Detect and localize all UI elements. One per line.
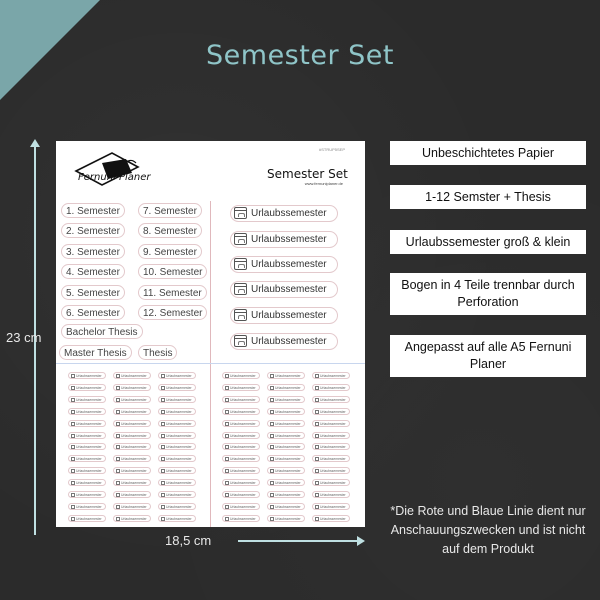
sticker-sheet [56, 141, 365, 527]
semester-sticker: 6. Semester [61, 305, 125, 320]
vacation-sticker-small: Urlaubssemester [312, 467, 350, 474]
feature-box: Angepasst auf alle A5 Fernuni Planer [390, 335, 586, 377]
vacation-sticker-small: Urlaubssemester [113, 443, 151, 450]
vacation-sticker-small: Urlaubssemester [113, 467, 151, 474]
vacation-sticker-small: Urlaubssemester [113, 372, 151, 379]
vacation-sticker-small: Urlaubssemester [222, 408, 260, 415]
feature-box: 1-12 Semster + Thesis [390, 185, 586, 209]
sheet-code: #STRUP5SEP [318, 147, 345, 152]
semester-sticker: 2. Semester [61, 223, 125, 238]
thesis-sticker: Bachelor Thesis [61, 324, 143, 339]
vacation-sticker-small: Urlaubssemester [113, 420, 151, 427]
width-label: 18,5 cm [165, 533, 212, 548]
semester-sticker: 4. Semester [61, 264, 125, 279]
vacation-sticker-small: Urlaubssemester [222, 396, 260, 403]
vacation-sticker-small: Urlaubssemester [68, 420, 106, 427]
semester-sticker: 9. Semester [138, 244, 202, 259]
feature-box: Bogen in 4 Teile trennbar durch Perforation [390, 273, 586, 315]
vacation-sticker-small: Urlaubssemester [68, 432, 106, 439]
vacation-sticker-small: Urlaubssemester [113, 396, 151, 403]
semester-sticker: 5. Semester [61, 285, 125, 300]
vacation-sticker-small: Urlaubssemester [222, 467, 260, 474]
vacation-sticker-large: Urlaubssemester [230, 281, 338, 298]
vacation-sticker-large: Urlaubssemester [230, 333, 338, 350]
vacation-sticker-small: Urlaubssemester [222, 420, 260, 427]
vacation-sticker-small: Urlaubssemester [158, 420, 196, 427]
calendar-icon [234, 335, 247, 347]
calendar-icon [234, 258, 247, 270]
semester-sticker: 7. Semester [138, 203, 202, 218]
vacation-sticker-small: Urlaubssemester [113, 503, 151, 510]
vacation-sticker-small: Urlaubssemester [68, 455, 106, 462]
feature-box: Urlaubssemester groß & klein [390, 230, 586, 254]
vacation-sticker-small: Urlaubssemester [158, 396, 196, 403]
vacation-sticker-small: Urlaubssemester [158, 467, 196, 474]
vacation-sticker-small: Urlaubssemester [312, 443, 350, 450]
disclaimer-note: *Die Rote und Blaue Linie dient nur Anschauungszwecken und ist nicht auf dem Produkt [390, 504, 586, 556]
vacation-sticker-small: Urlaubssemester [312, 420, 350, 427]
vacation-sticker-small: Urlaubssemester [267, 491, 305, 498]
vacation-sticker-small: Urlaubssemester [158, 491, 196, 498]
vacation-sticker-small: Urlaubssemester [222, 503, 260, 510]
vacation-sticker-small: Urlaubssemester [68, 479, 106, 486]
vacation-sticker-small: Urlaubssemester [158, 384, 196, 391]
vacation-sticker-small: Urlaubssemester [113, 384, 151, 391]
thesis-sticker: Thesis [138, 345, 177, 360]
vacation-sticker-small: Urlaubssemester [222, 515, 260, 522]
vacation-sticker-small: Urlaubssemester [158, 479, 196, 486]
calendar-icon [234, 207, 247, 219]
semester-sticker: 12. Semester [138, 305, 207, 320]
vacation-sticker-small: Urlaubssemester [312, 491, 350, 498]
vacation-sticker-small: Urlaubssemester [113, 408, 151, 415]
vacation-sticker-small: Urlaubssemester [68, 515, 106, 522]
vacation-sticker-small: Urlaubssemester [312, 396, 350, 403]
semester-sticker: 1. Semester [61, 203, 125, 218]
vacation-sticker-small: Urlaubssemester [312, 384, 350, 391]
vacation-sticker-small: Urlaubssemester [222, 479, 260, 486]
vacation-sticker-small: Urlaubssemester [113, 515, 151, 522]
vacation-sticker-small: Urlaubssemester [267, 408, 305, 415]
vacation-sticker-small: Urlaubssemester [222, 372, 260, 379]
vacation-sticker-small: Urlaubssemester [312, 455, 350, 462]
vacation-sticker-small: Urlaubssemester [312, 515, 350, 522]
calendar-icon [234, 233, 247, 245]
vacation-sticker-small: Urlaubssemester [158, 372, 196, 379]
vacation-sticker-small: Urlaubssemester [267, 467, 305, 474]
perforation-line-horizontal [56, 363, 365, 364]
vacation-sticker-small: Urlaubssemester [158, 408, 196, 415]
calendar-icon [234, 309, 247, 321]
vacation-sticker-small: Urlaubssemester [222, 443, 260, 450]
vacation-sticker-small: Urlaubssemester [312, 432, 350, 439]
vacation-sticker-small: Urlaubssemester [267, 455, 305, 462]
semester-sticker: 8. Semester [138, 223, 202, 238]
vacation-sticker-small: Urlaubssemester [222, 455, 260, 462]
vacation-sticker-small: Urlaubssemester [267, 432, 305, 439]
height-label: 23 cm [6, 330, 42, 345]
vacation-sticker-small: Urlaubssemester [113, 432, 151, 439]
thesis-sticker: Master Thesis [59, 345, 132, 360]
vacation-sticker-small: Urlaubssemester [267, 479, 305, 486]
vacation-sticker-small: Urlaubssemester [68, 503, 106, 510]
vacation-sticker-small: Urlaubssemester [267, 503, 305, 510]
vacation-sticker-small: Urlaubssemester [158, 432, 196, 439]
calendar-icon [234, 283, 247, 295]
vacation-sticker-small: Urlaubssemester [267, 515, 305, 522]
vacation-sticker-small: Urlaubssemester [68, 408, 106, 415]
vacation-sticker-small: Urlaubssemester [312, 372, 350, 379]
feature-box: Unbeschichtetes Papier [390, 141, 586, 165]
semester-sticker: 3. Semester [61, 244, 125, 259]
vacation-sticker-small: Urlaubssemester [267, 443, 305, 450]
vacation-sticker-small: Urlaubssemester [158, 503, 196, 510]
logo-text: Fernuni Planer [78, 172, 151, 183]
vacation-sticker-small: Urlaubssemester [158, 515, 196, 522]
vacation-sticker-small: Urlaubssemester [312, 408, 350, 415]
vacation-sticker-small: Urlaubssemester [222, 491, 260, 498]
vacation-sticker-small: Urlaubssemester [222, 432, 260, 439]
vacation-sticker-small: Urlaubssemester [222, 384, 260, 391]
vacation-sticker-small: Urlaubssemester [68, 396, 106, 403]
perforation-line-vertical [210, 201, 211, 527]
vacation-sticker-large: Urlaubssemester [230, 205, 338, 222]
vacation-sticker-small: Urlaubssemester [267, 372, 305, 379]
vacation-sticker-small: Urlaubssemester [158, 443, 196, 450]
semester-sticker: 11. Semester [138, 285, 207, 300]
vacation-sticker-small: Urlaubssemester [267, 384, 305, 391]
page-title: Semester Set [206, 40, 394, 71]
vacation-sticker-small: Urlaubssemester [68, 491, 106, 498]
vacation-sticker-small: Urlaubssemester [267, 420, 305, 427]
semester-sticker: 10. Semester [138, 264, 207, 279]
vacation-sticker-small: Urlaubssemester [312, 503, 350, 510]
vacation-sticker-small: Urlaubssemester [267, 396, 305, 403]
vacation-sticker-small: Urlaubssemester [312, 479, 350, 486]
vacation-sticker-small: Urlaubssemester [113, 455, 151, 462]
vacation-sticker-large: Urlaubssemester [230, 231, 338, 248]
vacation-sticker-large: Urlaubssemester [230, 256, 338, 273]
vacation-sticker-small: Urlaubssemester [68, 443, 106, 450]
width-arrow-icon [238, 540, 362, 542]
vacation-sticker-small: Urlaubssemester [68, 384, 106, 391]
vacation-sticker-small: Urlaubssemester [68, 372, 106, 379]
sheet-url: www.fernuniplaner.de [304, 181, 343, 186]
vacation-sticker-small: Urlaubssemester [113, 491, 151, 498]
vacation-sticker-small: Urlaubssemester [113, 479, 151, 486]
vacation-sticker-large: Urlaubssemester [230, 307, 338, 324]
vacation-sticker-small: Urlaubssemester [158, 455, 196, 462]
sheet-title: Semester Set [267, 167, 348, 181]
vacation-sticker-small: Urlaubssemester [68, 467, 106, 474]
